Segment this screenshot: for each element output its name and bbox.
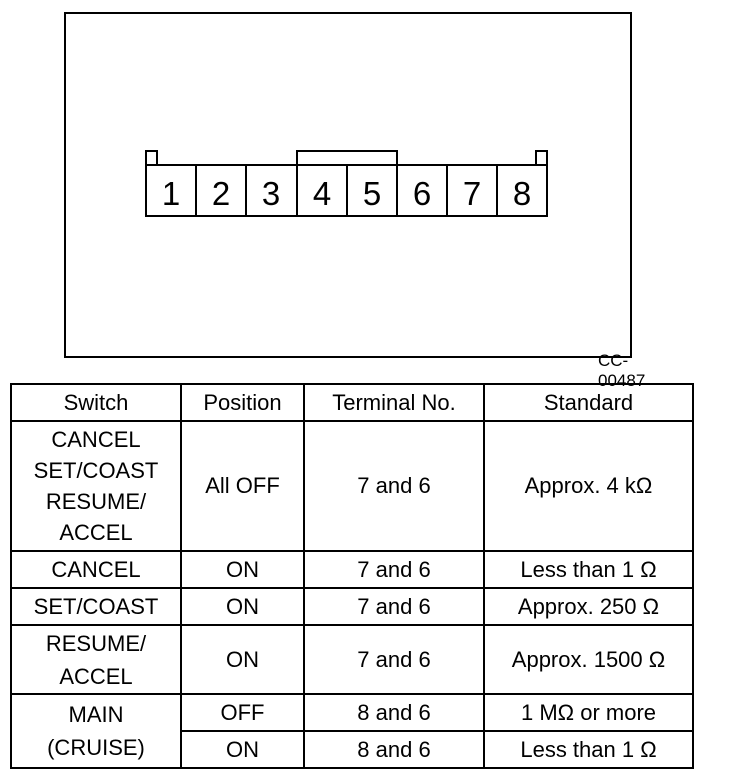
table-row [11, 694, 693, 731]
standard-cell: Approx. 1500 Ω [484, 625, 693, 694]
switch-line: RESUME/ [45, 630, 147, 656]
position-cell: ON [181, 731, 304, 768]
table-row [11, 588, 693, 625]
switch-line: (CRUISE) [47, 735, 145, 760]
connector-figure [64, 12, 646, 390]
pin-6: 6 [412, 175, 432, 212]
pin-7: 7 [462, 175, 482, 212]
switch-line: ACCEL [59, 520, 133, 545]
switch-line: ACCEL [59, 663, 133, 689]
table-row [11, 551, 693, 588]
switch-cell [11, 625, 181, 694]
pin-5: 5 [362, 175, 382, 212]
position-cell: OFF [181, 694, 304, 731]
standard-cell: 1 MΩ or more [484, 694, 693, 731]
standard-cell: Approx. 250 Ω [484, 588, 693, 625]
figure-code: CC-00487 [598, 351, 646, 390]
pin-4: 4 [312, 175, 332, 212]
terminal-cell: 7 and 6 [304, 551, 484, 588]
header-terminal: Terminal No. [304, 384, 484, 421]
switch-line: CANCEL [51, 556, 141, 582]
table-header-row [11, 384, 693, 421]
table-row [11, 421, 693, 551]
switch-line: SET/COAST [33, 593, 159, 619]
header-standard: Standard [484, 384, 693, 421]
connector-center-key [297, 151, 397, 165]
switch-line: RESUME/ [45, 489, 147, 514]
pin-2: 2 [211, 175, 231, 212]
terminal-cell: 7 and 6 [304, 588, 484, 625]
position-cell: ON [181, 551, 304, 588]
terminal-cell: 7 and 6 [304, 625, 484, 694]
header-switch: Switch [11, 384, 181, 421]
connector-left-tab [146, 151, 157, 165]
switch-cell [11, 588, 181, 625]
switch-cell [11, 694, 181, 768]
position-cell: All OFF [181, 421, 304, 551]
switch-line: CANCEL [51, 427, 141, 452]
switch-line: SET/COAST [33, 458, 159, 483]
switch-cell [11, 551, 181, 588]
pin-3: 3 [261, 175, 281, 212]
position-cell: ON [181, 625, 304, 694]
pin-1: 1 [161, 175, 181, 212]
connector-diagram [66, 14, 630, 356]
connector-right-tab [536, 151, 547, 165]
terminal-cell: 8 and 6 [304, 731, 484, 768]
standard-cell: Approx. 4 kΩ [484, 421, 693, 551]
standard-cell: Less than 1 Ω [484, 731, 693, 768]
switch-cell [11, 421, 181, 551]
switch-resistance-table [10, 383, 694, 769]
position-cell: ON [181, 588, 304, 625]
switch-line: MAIN [68, 702, 124, 727]
table-row [11, 625, 693, 694]
pin-8: 8 [512, 175, 532, 212]
standard-cell: Less than 1 Ω [484, 551, 693, 588]
terminal-cell: 7 and 6 [304, 421, 484, 551]
header-position: Position [181, 384, 304, 421]
terminal-cell: 8 and 6 [304, 694, 484, 731]
